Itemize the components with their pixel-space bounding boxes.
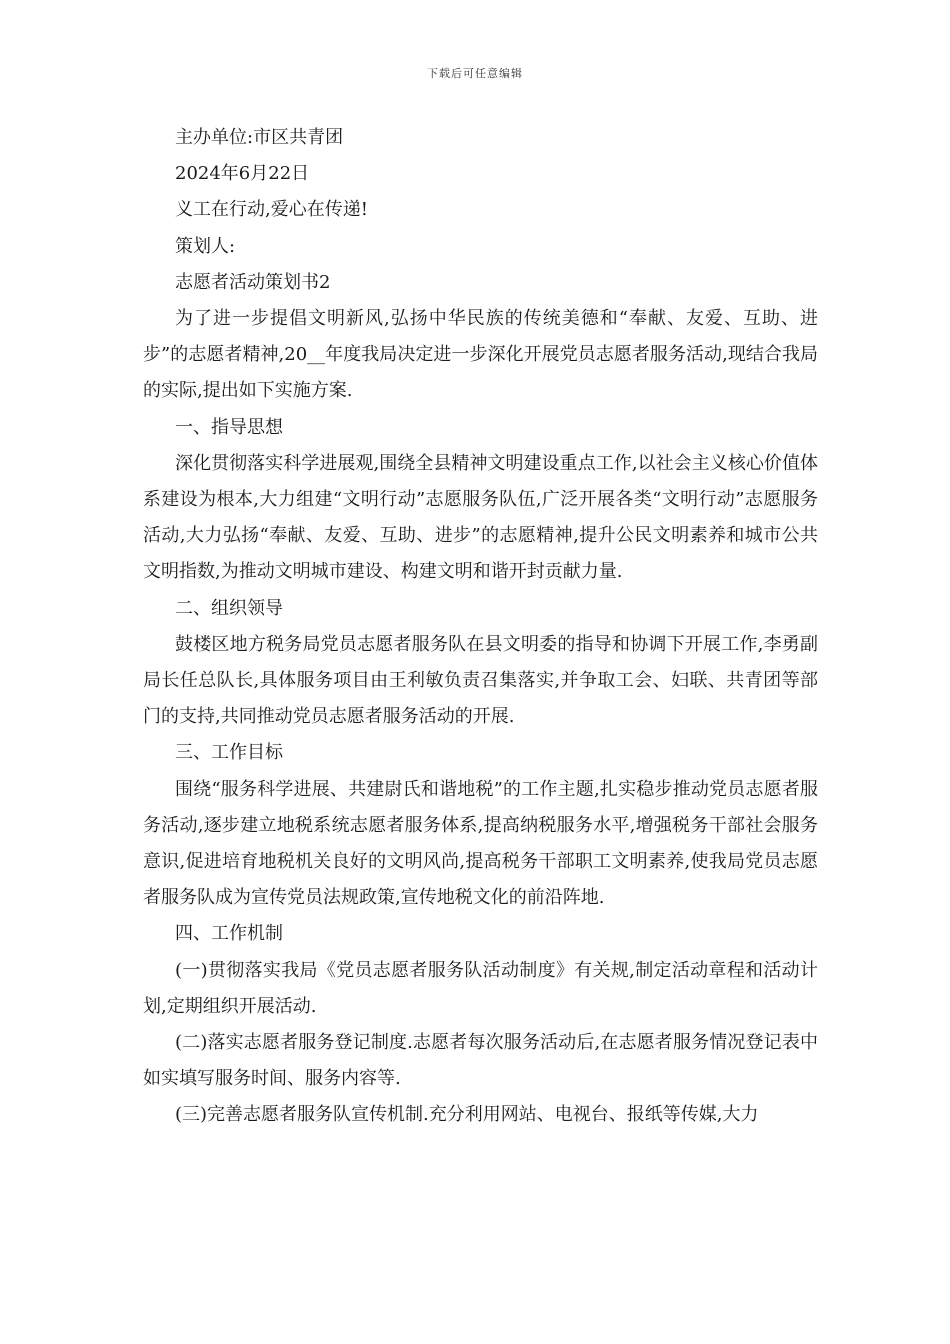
mechanism-item-3: (三)完善志愿者服务队宣传机制.充分利用网站、电视台、报纸等传媒,大力	[175, 1104, 759, 1126]
section-heading-mechanism: 四、工作机制	[175, 923, 283, 945]
section-heading-organization: 二、组织领导	[175, 597, 283, 619]
organizer-line: 主办单位:市区共青团	[175, 127, 344, 148]
section-heading-guiding-thought: 一、指导思想	[175, 416, 283, 438]
organization-paragraph: 鼓楼区地方税务局党员志愿者服务队在县文明委的指导和协调下开展工作,李勇副局长任总队长,具体服务项目由王利敏负责召集落实,并争取工会、妇联、共青团等部门的支持,共同推动党员志愿者服务活动的开展.	[143, 633, 818, 728]
document-body	[143, 120, 818, 1134]
document-title: 志愿者活动策划书2	[175, 271, 331, 293]
intro-paragraph: 为了进一步提倡文明新风,弘扬中华民族的传统美德和“奉献、友爱、互助、进步”的志愿者精神,20__年度我局决定进一步深化开展党员志愿者服务活动,现结合我局的实际,提出如下实施方案.	[143, 308, 818, 402]
page-header: 下载后可任意编辑	[427, 67, 523, 80]
mechanism-item-1: (一)贯彻落实我局《党员志愿者服务队活动制度》有关规,制定活动章程和活动计划,定期组织开展活动.	[143, 959, 818, 1017]
section-heading-goals: 三、工作目标	[175, 742, 283, 764]
goals-paragraph: 围绕“服务科学进展、共建尉氏和谐地税”的工作主题,扎实稳步推动党员志愿者服务活动,逐步建立地税系统志愿者服务体系,提高纳税服务水平,增强税务干部社会服务意识,促进培育地税机关良好的文明风尚,提高税务干部职工文明素养,使我局党员志愿者服务队成为宣传党员法规政策,宣传地税文化的前沿阵地.	[143, 778, 818, 909]
slogan-line: 义工在行动,爱心在传递!	[175, 199, 368, 221]
planner-line: 策划人:	[175, 235, 236, 257]
guiding-thought-paragraph: 深化贯彻落实科学进展观,围绕全县精神文明建设重点工作,以社会主义核心价值体系建设为根本,大力组建“文明行动”志愿服务队伍,广泛开展各类“文明行动”志愿服务活动,大力弘扬“奉献、友爱、互助、进步”的志愿精神,提升公民文明素养和城市公共文明指数,为推动文明城市建设、构建文明和谐开封贡献力量.	[143, 452, 818, 583]
mechanism-item-2: (二)落实志愿者服务登记制度.志愿者每次服务活动后,在志愿者服务情况登记表中如实填写服务时间、服务内容等.	[143, 1032, 818, 1090]
date-line: 2024年6月22日	[175, 163, 310, 185]
